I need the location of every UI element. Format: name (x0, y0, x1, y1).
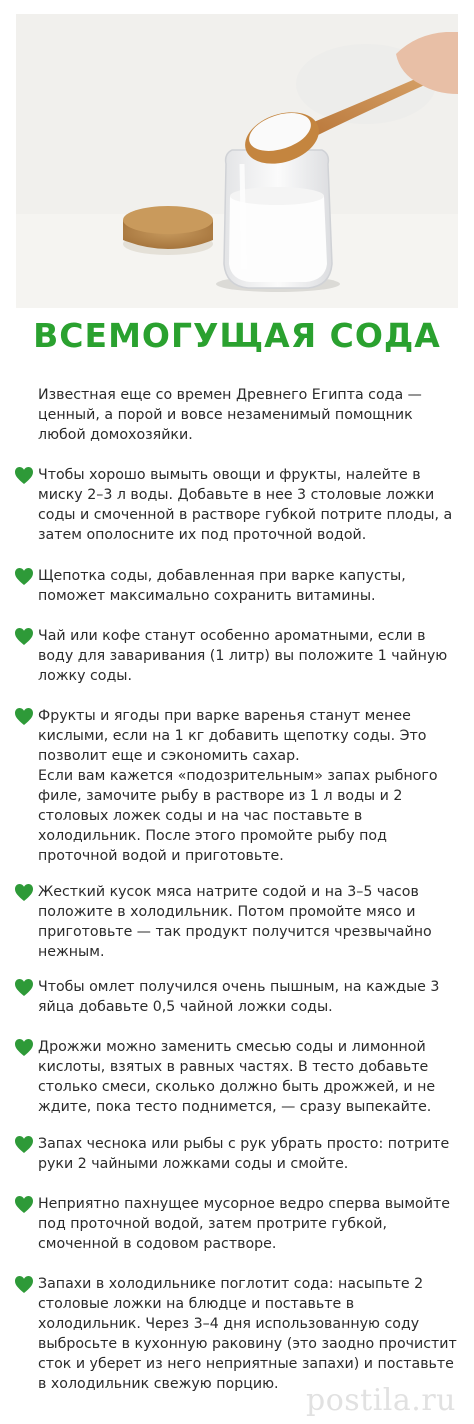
tip-item (38, 626, 458, 686)
heart-icon (14, 707, 34, 726)
heart-icon (14, 1135, 34, 1154)
tip-text: Фрукты и ягоды при варке варенья станут менее кислыми, если на 1 кг добавить щепотку соды. Это позволит еще и сэкономить сахар. Если вам кажется «подозрительным» запах рыбного филе, замочите рыбу в растворе из 1 л воды и 2 столовых ложек соды и на час поставьте в холодильник. После этого промойте рыбу под проточной водой и приготовьте. (38, 708, 438, 864)
heart-icon (14, 466, 34, 485)
tip-text: Чтобы хорошо вымыть овощи и фрукты, налейте в миску 2–3 л воды. Добавьте в нее 3 столовые ложки соды и смоченной в растворе губкой потрите плоды, а затем ополосните их под проточной водой. (38, 467, 453, 543)
tip-text: Запахи в холодильнике поглотит сода: насыпьте 2 столовые ложки на блюдце и поставьте в холодильник. Через 3–4 дня использованную соду выбросьте в кухонную раковину (это заодно прочистит сток и уберет из него неприятные запахи) и поставьте в холодильник свежую порцию. (38, 1276, 457, 1392)
tip-text: Щепотка соды, добавленная при варке капусты, поможет максимально сохранить витамины. (38, 568, 406, 604)
tip-item (38, 465, 458, 545)
tip-item (38, 1134, 458, 1174)
tip-text: Чай или кофе станут особенно ароматными, если в воду для заваривания (1 литр) вы положите 1 чайную ложку соды. (38, 628, 448, 684)
tip-text: Дрожжи можно заменить смесью соды и лимонной кислоты, взятых в равных частях. В тесто добавьте столько смеси, сколько должно быть дрожжей, и не ждите, пока тесто поднимется, — сразу выпекайте. (38, 1039, 436, 1115)
heart-icon (14, 1275, 34, 1294)
tip-text: Запах чеснока или рыбы с рук убрать просто: потрите руки 2 чайными ложками соды и смойте. (38, 1136, 450, 1172)
heart-icon (14, 1038, 34, 1057)
heart-icon (14, 883, 34, 902)
tip-item (38, 1274, 458, 1394)
tip-item (38, 882, 458, 962)
baking-soda-illustration (16, 14, 458, 308)
heart-icon (14, 1195, 34, 1214)
page-title: ВСЕМОГУЩАЯ СОДА (33, 316, 441, 355)
tip-text: Неприятно пахнущее мусорное ведро сперва вымойте под проточной водой, затем протрите губкой, смоченной в содовом растворе. (38, 1196, 450, 1252)
tip-item (38, 1037, 458, 1117)
tip-item (38, 977, 458, 1017)
tip-text: Жесткий кусок мяса натрите содой и на 3–5 часов положите в холодильник. Потом промойте мясо и приготовьте — так продукт получится чрезвычайно нежным. (38, 884, 432, 960)
tip-text: Чтобы омлет получился очень пышным, на каждые 3 яйца добавьте 0,5 чайной ложки соды. (38, 979, 440, 1015)
tip-item (38, 1194, 458, 1254)
heart-icon (14, 978, 34, 997)
heart-icon (14, 567, 34, 586)
intro-text: Известная еще со времен Древнего Египта сода — ценный, а порой и вовсе незаменимый помощник любой домохозяйки. (38, 387, 422, 443)
tip-item (38, 706, 458, 866)
watermark: postila.ru (306, 1383, 456, 1418)
heart-icon (14, 627, 34, 646)
tip-item (38, 566, 458, 606)
hero-photo-baking-soda (16, 14, 458, 308)
